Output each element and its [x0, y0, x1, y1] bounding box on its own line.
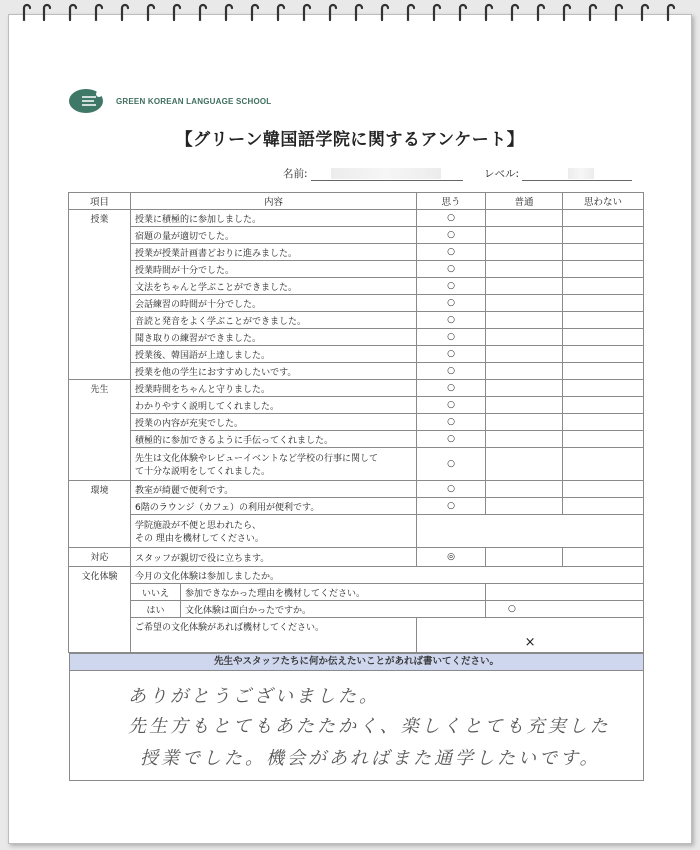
page-title: 【グリーン韓国語学院に関するアンケート】 [175, 130, 525, 150]
table-row [69, 618, 644, 653]
disagree-cell[interactable] [563, 498, 644, 515]
option-yes[interactable]: はい [131, 601, 181, 618]
neutral-cell[interactable] [486, 346, 563, 363]
level-label: レベル: [484, 168, 520, 180]
neutral-cell[interactable] [486, 261, 563, 278]
question-text: 授業を他の学生におすすめしたいです。 [131, 363, 417, 380]
disagree-cell[interactable] [563, 346, 644, 363]
handwritten-line-2: 先生方もとてもあたたかく、楽しくとても充実した [128, 716, 611, 737]
agree-cell[interactable] [417, 548, 486, 567]
agree-mark: ○ [447, 332, 455, 342]
question-text: 授業に積極的に参加しました。 [131, 210, 417, 227]
question-text: 宿題の量が適切でした。 [131, 227, 417, 244]
agree-mark: ○ [447, 213, 455, 223]
name-label: 名前: [283, 168, 308, 180]
agree-cell[interactable] [417, 278, 486, 295]
neutral-cell[interactable] [486, 278, 563, 295]
category-culture: 文化体験 [69, 567, 131, 653]
question-text: 積極的に参加できるように手伝ってくれました。 [131, 431, 417, 448]
agree-cell[interactable] [417, 295, 486, 312]
table-row [69, 414, 644, 431]
agree-cell[interactable] [417, 346, 486, 363]
header-row [69, 193, 644, 210]
yes-answer-cell[interactable] [486, 601, 644, 618]
neutral-cell[interactable] [486, 227, 563, 244]
question-line-1: 先生は文化体験やレビューイベントなど学校の行事に関して [135, 454, 379, 464]
disagree-cell[interactable] [563, 227, 644, 244]
facility-line-1: 学院施設が不便と思われたら、 [135, 521, 262, 531]
neutral-cell[interactable] [486, 481, 563, 498]
question-text: わかりやすく説明してくれました。 [131, 397, 417, 414]
disagree-cell[interactable] [563, 380, 644, 397]
table-row [69, 210, 644, 227]
agree-mark: ○ [447, 230, 455, 240]
disagree-cell[interactable] [563, 363, 644, 380]
disagree-cell[interactable] [563, 210, 644, 227]
agree-cell[interactable] [417, 329, 486, 346]
agree-cell[interactable] [417, 380, 486, 397]
table-row [69, 346, 644, 363]
agree-mark: ○ [447, 298, 455, 308]
neutral-cell[interactable] [486, 210, 563, 227]
agree-mark: ○ [447, 434, 455, 444]
question-text: 音読と発音をよく学ぶことができました。 [131, 312, 417, 329]
wish-answer-mark: × [524, 635, 536, 650]
agree-mark: ○ [447, 484, 455, 494]
table-row [69, 548, 644, 567]
agree-cell[interactable] [417, 481, 486, 498]
neutral-cell[interactable] [486, 244, 563, 261]
table-row [69, 584, 644, 601]
agree-mark: ○ [447, 315, 455, 325]
table-row [69, 244, 644, 261]
neutral-cell[interactable] [486, 414, 563, 431]
redacted-name [331, 168, 441, 179]
agree-mark: ○ [447, 349, 455, 359]
agree-mark: ○ [447, 247, 455, 257]
neutral-cell[interactable] [486, 397, 563, 414]
disagree-cell[interactable] [563, 261, 644, 278]
question-text: スタッフが親切で役に立ちます。 [131, 548, 417, 567]
disagree-cell[interactable] [563, 414, 644, 431]
disagree-cell[interactable] [563, 448, 644, 481]
header-neutral: 普通 [486, 193, 563, 210]
culture-question: 今月の文化体験は参加しましたか。 [131, 567, 644, 584]
agree-mark: ○ [447, 281, 455, 291]
category-environment: 環境 [69, 481, 131, 548]
table-row [69, 567, 644, 584]
neutral-cell[interactable] [486, 312, 563, 329]
name-field[interactable] [311, 168, 463, 181]
neutral-cell[interactable] [486, 295, 563, 312]
facility-line-2: その 理由を機材してください。 [135, 534, 264, 544]
table-row [69, 498, 644, 515]
neutral-cell[interactable] [486, 448, 563, 481]
question-text: 授業が授業計画書どおりに進みました。 [131, 244, 417, 261]
disagree-cell[interactable] [563, 431, 644, 448]
table-row [69, 380, 644, 397]
table-row [69, 515, 644, 548]
survey-table [68, 192, 644, 653]
neutral-cell[interactable] [486, 498, 563, 515]
disagree-cell[interactable] [563, 481, 644, 498]
table-row [69, 312, 644, 329]
disagree-cell[interactable] [563, 278, 644, 295]
question-text: 授業の内容が充実でした。 [131, 414, 417, 431]
table-row [69, 481, 644, 498]
table-row [69, 363, 644, 380]
agree-cell[interactable] [417, 448, 486, 481]
table-row [69, 601, 644, 618]
question-text: 教室が綺麗で便利です。 [131, 481, 417, 498]
question-text: 会話練習の時間が十分でした。 [131, 295, 417, 312]
level-line [484, 166, 632, 181]
question-text: 聞き取りの練習ができました。 [131, 329, 417, 346]
comment-prompt: 先生やスタッフたちに何か伝えたいことがあれば書いてください。 [69, 653, 644, 671]
question-line-2: て十分な説明をしてくれました。 [135, 467, 271, 477]
neutral-cell[interactable] [486, 363, 563, 380]
disagree-cell[interactable] [563, 295, 644, 312]
option-no[interactable]: いいえ [131, 584, 181, 601]
header-content: 内容 [131, 193, 417, 210]
question-text: 文法をちゃんと学ぶことができました。 [131, 278, 417, 295]
neutral-cell[interactable] [486, 548, 563, 567]
facility-answer-field[interactable] [417, 515, 644, 548]
no-reason-text: 参加できなかった理由を機材してください。 [181, 584, 486, 601]
question-text: 6階のラウンジ（カフェ）の利用が便利です。 [131, 498, 417, 515]
agree-mark: ○ [447, 383, 455, 393]
agree-cell[interactable] [417, 414, 486, 431]
neutral-cell[interactable] [486, 380, 563, 397]
question-text: 授業時間が十分でした。 [131, 261, 417, 278]
table-row [69, 227, 644, 244]
yes-question-text: 文化体験は面白かったですか。 [181, 601, 486, 618]
table-row [69, 295, 644, 312]
name-line [283, 166, 463, 181]
table-row [69, 397, 644, 414]
agree-cell[interactable] [417, 498, 486, 515]
agree-cell[interactable] [417, 397, 486, 414]
disagree-cell[interactable] [563, 397, 644, 414]
agree-mark: ○ [447, 501, 455, 511]
agree-mark: ◎ [447, 552, 455, 562]
logo-mark-icon [68, 88, 108, 114]
level-field[interactable] [522, 168, 632, 181]
agree-mark: ○ [447, 366, 455, 376]
agree-mark: ○ [447, 459, 455, 469]
facility-question [131, 515, 417, 548]
handwritten-line-1: ありがとうございました。 [128, 686, 380, 707]
question-text: 授業後、韓国語が上達しました。 [131, 346, 417, 363]
school-name: GREEN KOREAN LANGUAGE SCHOOL [116, 96, 272, 106]
yes-mark: ○ [508, 604, 516, 614]
no-reason-field[interactable] [486, 584, 644, 601]
agree-cell[interactable] [417, 261, 486, 278]
neutral-cell[interactable] [486, 431, 563, 448]
agree-mark: ○ [447, 400, 455, 410]
table-row [69, 261, 644, 278]
handwritten-line-3: 授業でした。機会があればまた通学したいです。 [140, 748, 601, 769]
table-row [69, 448, 644, 481]
header-agree: 思う [417, 193, 486, 210]
disagree-cell[interactable] [563, 244, 644, 261]
neutral-cell[interactable] [486, 329, 563, 346]
agree-cell[interactable] [417, 431, 486, 448]
agree-cell[interactable] [417, 227, 486, 244]
agree-cell[interactable] [417, 312, 486, 329]
question-text-long [131, 448, 417, 481]
agree-cell[interactable] [417, 244, 486, 261]
school-logo [68, 88, 271, 114]
redacted-level [568, 168, 594, 179]
agree-cell[interactable] [417, 210, 486, 227]
disagree-cell[interactable] [563, 312, 644, 329]
disagree-cell[interactable] [563, 329, 644, 346]
spiral-binding [0, 0, 700, 26]
header-category: 項目 [69, 193, 131, 210]
table-row [69, 329, 644, 346]
disagree-cell[interactable] [563, 548, 644, 567]
question-text: 授業時間をちゃんと守りました。 [131, 380, 417, 397]
header-disagree: 思わない [563, 193, 644, 210]
agree-mark: ○ [447, 264, 455, 274]
wish-question-text: ご希望の文化体験があれば機材してください。 [131, 618, 417, 653]
table-row [69, 278, 644, 295]
wish-answer-field[interactable] [417, 618, 644, 653]
agree-mark: ○ [447, 417, 455, 427]
agree-cell[interactable] [417, 363, 486, 380]
category-service: 対応 [69, 548, 131, 567]
table-row [69, 431, 644, 448]
category-class: 授業 [69, 210, 131, 380]
category-teacher: 先生 [69, 380, 131, 481]
